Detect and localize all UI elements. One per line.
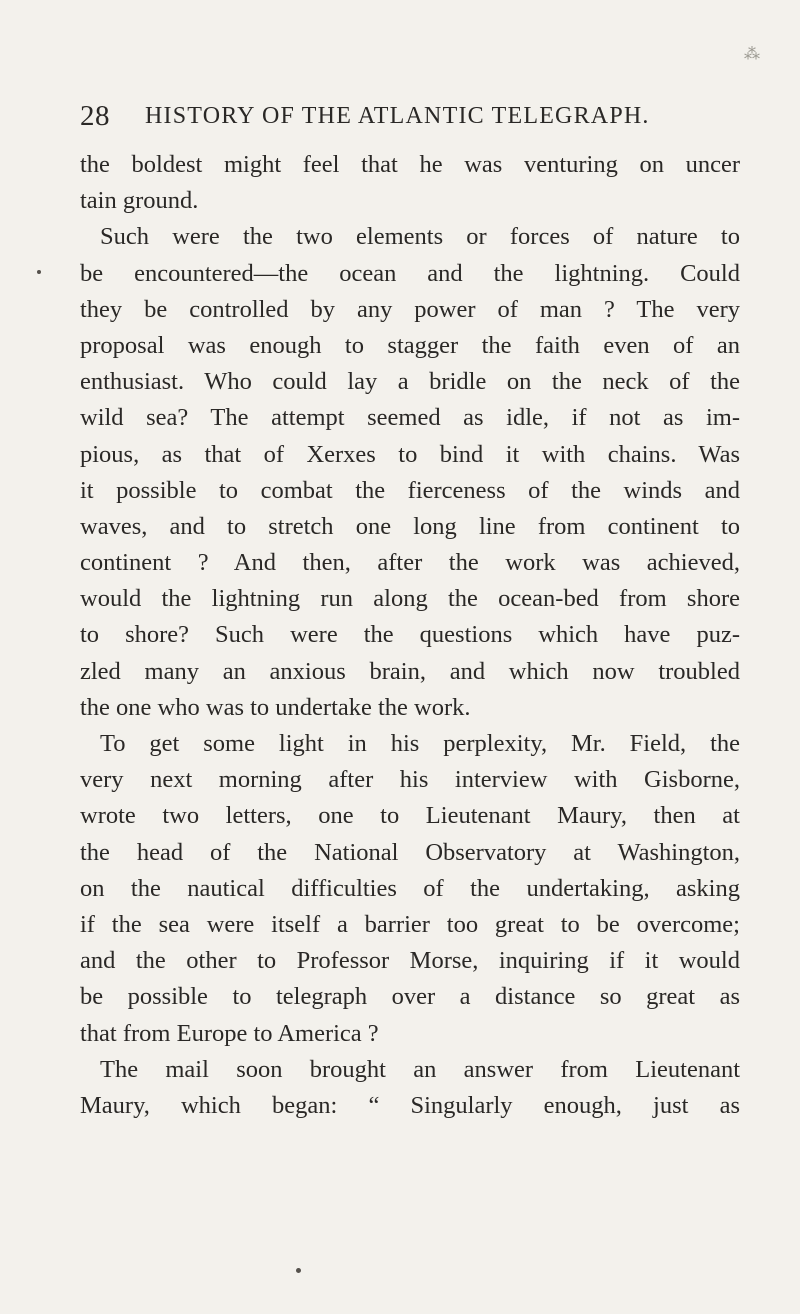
text-line: continent ? And then, after the work was achieved, — [80, 549, 740, 577]
text-line: and the other to Professor Morse, inquiring if it would — [80, 947, 740, 975]
text-line: the head of the National Observatory at Washington, — [80, 838, 740, 866]
page-header — [80, 100, 740, 140]
text-line: on the nautical difficulties of the undertaking, asking — [80, 874, 740, 902]
stray-ink-dot — [37, 270, 41, 274]
text-line: tain ground. — [80, 187, 199, 215]
text-line: proposal was enough to stagger the faith even of an — [80, 331, 740, 359]
text-line: to shore? Such were the questions which have puz- — [80, 621, 740, 649]
text-line: they be controlled by any power of man ? The very — [80, 295, 740, 323]
text-line: wild sea? The attempt seemed as idle, if not as im- — [80, 404, 740, 432]
page-number: 28 — [80, 100, 110, 132]
text-line: would the lightning run along the ocean-bed from shore — [80, 585, 740, 613]
text-line: it possible to combat the fierceness of the winds and — [80, 476, 740, 504]
text-line: the one who was to undertake the work. — [80, 693, 471, 721]
text-line: Such were the two elements or forces of nature to — [100, 223, 740, 251]
text-line: that from Europe to America ? — [80, 1019, 379, 1047]
text-line: very next morning after his interview with Gisborne, — [80, 766, 740, 794]
stray-ink-dot — [296, 1268, 301, 1273]
text-line: if the sea were itself a barrier too great to be overcome; — [80, 910, 740, 938]
text-line: enthusiast. Who could lay a bridle on the neck of the — [80, 368, 740, 396]
text-line: the boldest might feel that he was venturing on uncer — [80, 151, 740, 178]
text-line: To get some light in his perplexity, Mr. Field, the — [100, 730, 740, 757]
corner-mark-icon: ⁂ — [744, 46, 760, 63]
running-head: HISTORY OF THE ATLANTIC TELEGRAPH. — [145, 103, 650, 129]
text-line: zled many an anxious brain, and which now troubled — [80, 657, 740, 685]
text-line: be encountered—the ocean and the lightning. Could — [80, 259, 740, 287]
body-text — [80, 147, 740, 1124]
text-line: pious, as that of Xerxes to bind it with chains. Was — [80, 440, 740, 468]
text-line: wrote two letters, one to Lieutenant Maury, then at — [80, 802, 740, 830]
text-line: The mail soon brought an answer from Lieutenant — [100, 1055, 740, 1083]
text-line: Maury, which began: “ Singularly enough, just as — [80, 1091, 740, 1119]
text-line: waves, and to stretch one long line from continent to — [80, 512, 740, 540]
text-line: be possible to telegraph over a distance so great as — [80, 983, 740, 1011]
